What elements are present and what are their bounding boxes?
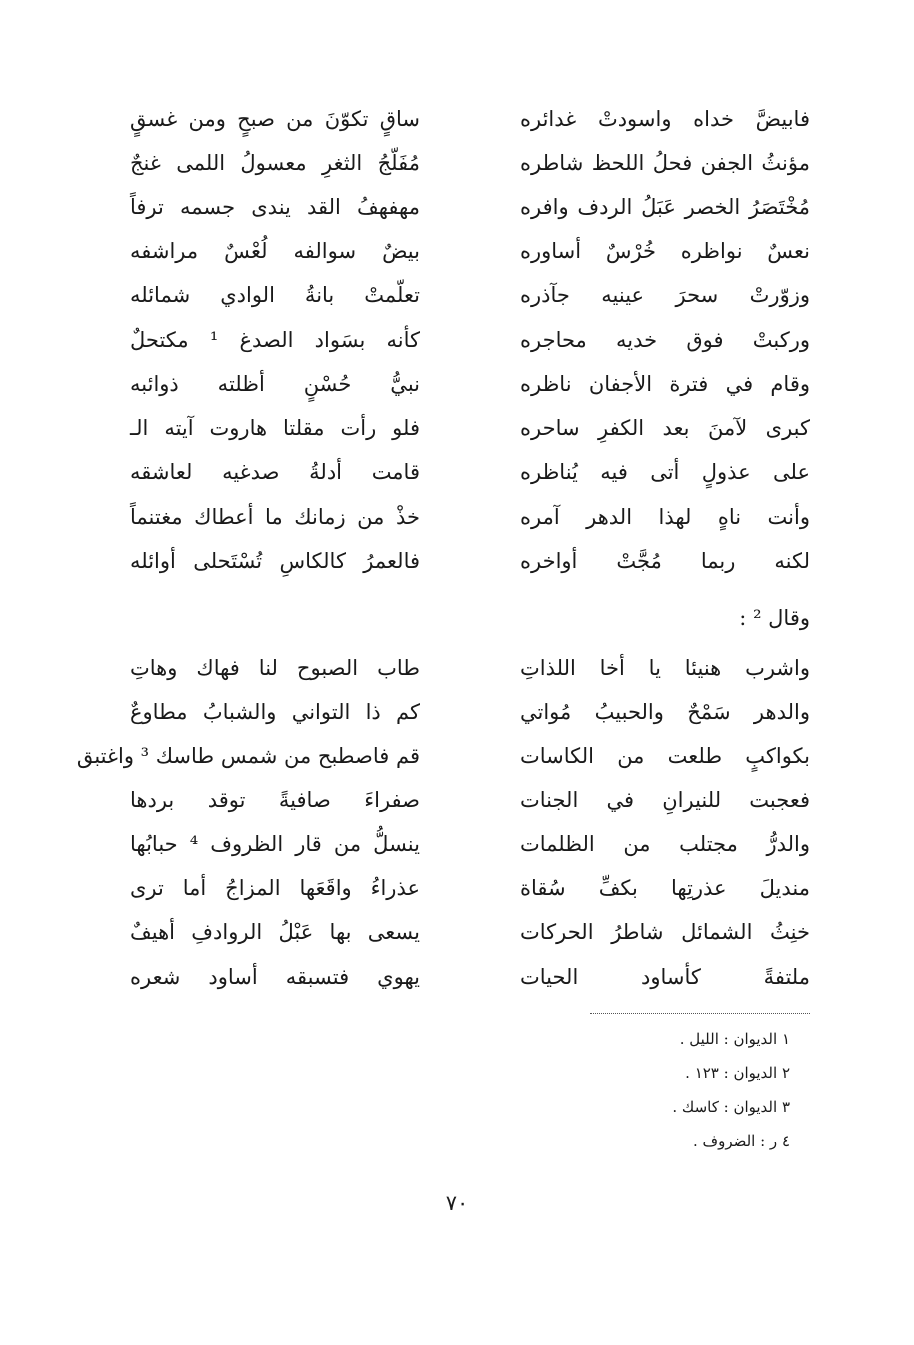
verse — [130, 957, 810, 997]
footnote: ٣ الديوان : كاسك . — [672, 1098, 790, 1116]
verse — [130, 143, 810, 183]
verse — [130, 99, 810, 139]
verse — [130, 692, 810, 732]
verse — [130, 320, 810, 360]
verse-second-hemistich: والدهر سَمْحٌ والحبيبُ مُواتي — [520, 700, 810, 724]
verse — [130, 648, 810, 688]
verse — [130, 364, 810, 404]
verse-second-hemistich: على عذولٍ أتى فيه يُناظره — [520, 460, 810, 484]
verse-first-hemistich: قم فاصطبح من شمس طاسك ³ واغتبق — [76, 744, 420, 768]
verse-second-hemistich: وركبتْ فوق خديه محاجره — [520, 328, 810, 352]
verse-second-hemistich: مؤنثُ الجفن فحلُ اللحظ شاطره — [520, 151, 810, 175]
verse-first-hemistich: بيضٌ سوالفه لُعْسٌ مراشفه — [130, 239, 420, 263]
verse-second-hemistich: واشرب هنيئا يا أخا اللذاتِ — [520, 656, 810, 680]
verse-second-hemistich: ملتفةً كأساود الحيات — [520, 965, 810, 989]
verse-first-hemistich: مهفهفُ القد يندى جسمه ترفاً — [130, 195, 420, 219]
verse-first-hemistich: فالعمرُ كالكاسِ تُسْتَحلى أوائله — [130, 549, 420, 573]
verse-second-hemistich: والدرُّ مجتلب من الظلمات — [520, 832, 810, 856]
verse-first-hemistich: صفراءَ صافيةً توقد بردها — [130, 788, 420, 812]
verse-second-hemistich: فعجبت للنيرانِ في الجنات — [520, 788, 810, 812]
verse-first-hemistich: كم ذا التواني والشبابُ مطاوعٌ — [130, 700, 420, 724]
verse-second-hemistich: لكنه ربما مُجَّتْ أواخره — [520, 549, 810, 573]
verse-first-hemistich: خذْ من زمانك ما أعطاك مغتنماً — [130, 505, 420, 529]
footnote-separator — [590, 1013, 810, 1014]
verse-second-hemistich: وأنت ناهٍ لهذا الدهر آمره — [520, 505, 810, 529]
verse-first-hemistich: عذراءُ واقَعَها المزاجُ أما ترى — [130, 876, 420, 900]
verse-first-hemistich: يسعى بها عَبْلُ الروادفِ أهيفٌ — [130, 920, 420, 944]
verse — [76, 736, 810, 776]
verse-second-hemistich: كبرى لآمنَ بعد الكفرِ ساحره — [520, 416, 810, 440]
footnote: ٢ الديوان : ١٢٣ . — [685, 1064, 790, 1082]
verse-first-hemistich: نبيُّ حُسْنٍ أظلته ذوائبه — [130, 372, 420, 396]
verse-second-hemistich: فابيضَّ خداه واسودتْ غدائره — [520, 107, 810, 131]
verse — [130, 408, 810, 448]
verse-first-hemistich: فلو رأت مقلتا هاروت آيته الـ — [130, 416, 420, 440]
verse-second-hemistich: وزوّرتْ سحرَ عينيه جآذره — [520, 283, 810, 307]
verse — [130, 912, 810, 952]
verse — [130, 275, 810, 315]
verse-first-hemistich: ساقٍ تكوّنَ من صبحٍ ومن غسقٍ — [130, 107, 420, 131]
footnote: ٤ ر : الضروف . — [692, 1132, 790, 1150]
verse-first-hemistich: قامت أدلةُ صدغيه لعاشقه — [130, 460, 420, 484]
verse-second-hemistich: نعسٌ نواظره خُرْسٌ أساوره — [520, 239, 810, 263]
verse-second-hemistich: وقام في فترة الأجفان ناظره — [520, 372, 810, 396]
verse-second-hemistich: مُخْتَصَرُ الخصر عَبَلُ الردف وافره — [520, 195, 810, 219]
verse-first-hemistich: ينسلُّ من قار الظروف ⁴ حبابُها — [130, 832, 420, 856]
verse — [130, 231, 810, 271]
verse — [130, 868, 810, 908]
verse-first-hemistich: كأنه بسَواد الصدغ ¹ مكتحلٌ — [130, 328, 420, 352]
poem-2-introduction: وقال ² : — [739, 606, 810, 630]
page-number: ٧٠ — [445, 1191, 469, 1215]
verse-second-hemistich: منديلَ عذرتِها بكفِّ سُقاة — [520, 876, 810, 900]
verse — [130, 541, 810, 581]
verse-first-hemistich: مُفَلّجُ الثغرِ معسولُ اللمى غنجٌ — [130, 151, 420, 175]
verse-second-hemistich: بكواكبٍ طلعت من الكاسات — [520, 744, 810, 768]
verse-first-hemistich: طاب الصبوح لنا فهاك وهاتِ — [130, 656, 420, 680]
footnote: ١ الديوان : الليل . — [679, 1030, 790, 1048]
verse-second-hemistich: خنِثُ الشمائل شاطرُ الحركات — [520, 920, 810, 944]
verse — [130, 497, 810, 537]
verse — [130, 780, 810, 820]
verse-first-hemistich: يهوي فتسبقه أساود شعره — [130, 965, 420, 989]
verse-first-hemistich: تعلّمتْ بانةُ الوادي شمائله — [130, 283, 420, 307]
verse — [130, 187, 810, 227]
verse — [130, 824, 810, 864]
verse — [130, 452, 810, 492]
